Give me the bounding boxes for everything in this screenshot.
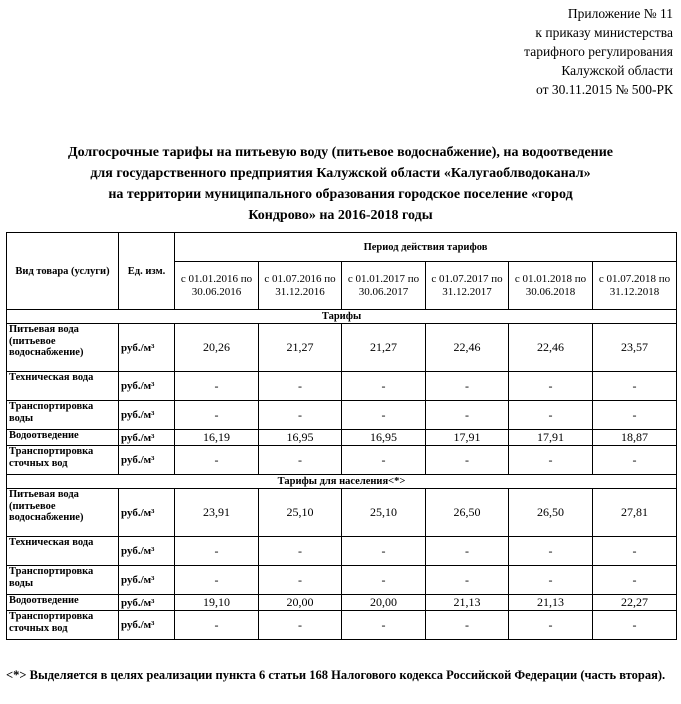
row-unit: руб./м³ [119,489,175,537]
row-value: - [259,401,342,430]
header-product: Вид товара (услуги) [7,233,119,310]
appendix-line: к приказу министерства [535,25,673,40]
row-value: - [509,611,593,640]
appendix-line: тарифного регулирования [524,44,673,59]
table-row [7,566,677,595]
document-title [0,142,681,226]
row-value: - [259,566,342,595]
table-row [7,372,677,401]
row-value: - [175,566,259,595]
row-value: 21,27 [259,324,342,372]
row-value: 16,95 [342,430,426,446]
row-value: 20,00 [259,595,342,611]
row-value: - [259,446,342,475]
appendix-line: Калужской области [561,63,673,78]
table-row [7,324,677,372]
header-unit: Ед. изм. [119,233,175,310]
row-value: - [426,537,509,566]
row-value: - [175,372,259,401]
row-unit: руб./м³ [119,595,175,611]
row-unit: руб./м³ [119,566,175,595]
row-value: - [593,446,677,475]
row-name: Питьевая вода (питьевое водоснабжение) [7,324,119,372]
row-value: - [593,401,677,430]
row-value: 20,26 [175,324,259,372]
row-value: 27,81 [593,489,677,537]
row-value: 26,50 [509,489,593,537]
row-value: - [342,611,426,640]
appendix-line: от 30.11.2015 № 500-РК [536,82,673,97]
row-value: - [426,611,509,640]
row-value: 17,91 [509,430,593,446]
row-value: - [593,566,677,595]
row-unit: руб./м³ [119,611,175,640]
period-column-header: с 01.07.2016 по 31.12.2016 [259,262,342,310]
period-column-header: с 01.01.2016 по 30.06.2016 [175,262,259,310]
row-value: - [509,401,593,430]
row-value: - [342,401,426,430]
period-column-header: с 01.01.2018 по 30.06.2018 [509,262,593,310]
row-name: Водоотведение [7,595,119,611]
row-value: - [175,401,259,430]
row-value: 18,87 [593,430,677,446]
row-unit: руб./м³ [119,446,175,475]
tariffs-table [6,232,677,640]
row-value: - [593,372,677,401]
row-value: - [426,372,509,401]
table-row [7,611,677,640]
row-unit: руб./м³ [119,537,175,566]
appendix-line: Приложение № 11 [567,6,673,21]
row-value: 17,91 [426,430,509,446]
row-value: 22,46 [509,324,593,372]
section-header: Тарифы для населения<*> [7,475,677,489]
row-value: - [342,446,426,475]
row-value: 25,10 [342,489,426,537]
row-value: - [509,446,593,475]
row-value: - [426,446,509,475]
row-value: 21,13 [426,595,509,611]
row-unit: руб./м³ [119,372,175,401]
row-value: 23,91 [175,489,259,537]
title-line: Кондрово» на 2016-2018 годы [248,208,433,223]
row-value: - [259,537,342,566]
table-row [7,489,677,537]
row-value: - [175,446,259,475]
row-unit: руб./м³ [119,324,175,372]
row-value: - [259,611,342,640]
row-value: 16,95 [259,430,342,446]
row-value: 16,19 [175,430,259,446]
row-value: 21,27 [342,324,426,372]
row-value: - [509,372,593,401]
table-row [7,446,677,475]
row-value: 20,00 [342,595,426,611]
period-column-header: с 01.07.2018 по 31.12.2018 [593,262,677,310]
title-line: на территории муниципального образования городское поселение «город [108,187,573,202]
period-column-header: с 01.01.2017 по 30.06.2017 [342,262,426,310]
row-value: - [175,537,259,566]
row-value: 21,13 [509,595,593,611]
row-value: 22,27 [593,595,677,611]
table-row [7,537,677,566]
row-name: Питьевая вода (питьевое водоснабжение) [7,489,119,537]
row-name: Транспортировка сточных вод [7,446,119,475]
row-value: - [342,537,426,566]
row-name: Водоотведение [7,430,119,446]
footnote: <*> Выделяется в целях реализации пункта 6 статьи 168 Налогового кодекса Российской Федерации (часть вторая). [6,668,666,682]
row-value: 23,57 [593,324,677,372]
row-value: - [509,537,593,566]
row-value: 26,50 [426,489,509,537]
row-value: - [426,401,509,430]
table-row [7,595,677,611]
section-header: Тарифы [7,310,677,324]
title-line: для государственного предприятия Калужской области «Калугаоблводоканал» [90,166,591,181]
row-unit: руб./м³ [119,401,175,430]
row-value: - [175,611,259,640]
row-name: Транспортировка сточных вод [7,611,119,640]
row-name: Транспортировка воды [7,566,119,595]
row-value: - [593,611,677,640]
row-value: 25,10 [259,489,342,537]
row-value: - [426,566,509,595]
row-name: Транспортировка воды [7,401,119,430]
row-value: - [259,372,342,401]
period-column-header: с 01.07.2017 по 31.12.2017 [426,262,509,310]
row-value: - [593,537,677,566]
table-row [7,430,677,446]
row-value: - [509,566,593,595]
row-unit: руб./м³ [119,430,175,446]
appendix-block [373,4,673,99]
row-value: - [342,566,426,595]
row-name: Техническая вода [7,372,119,401]
row-name: Техническая вода [7,537,119,566]
header-period: Период действия тарифов [175,233,677,262]
row-value: 19,10 [175,595,259,611]
table-row [7,401,677,430]
title-line: Долгосрочные тарифы на питьевую воду (питьевое водоснабжение), на водоотведение [67,145,614,160]
row-value: - [342,372,426,401]
row-value: 22,46 [426,324,509,372]
